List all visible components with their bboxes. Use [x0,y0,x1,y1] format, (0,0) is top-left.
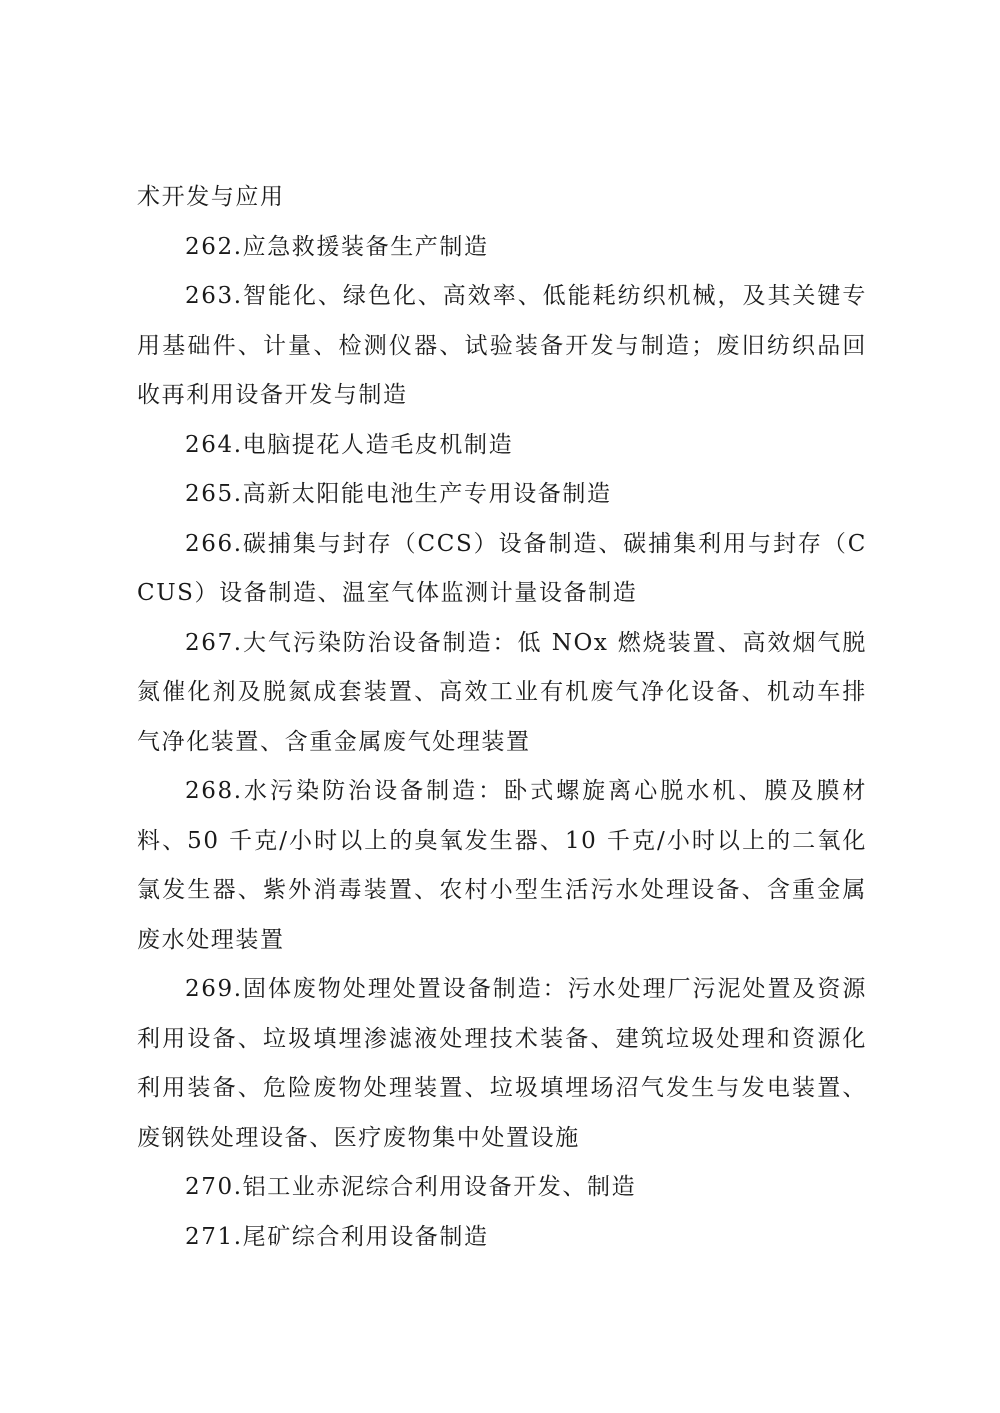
list-item-263: 263.智能化、绿色化、高效率、低能耗纺织机械，及其关键专用基础件、计量、检测仪器、试验装备开发与制造；废旧纺织品回收再利用设备开发与制造 [137,283,867,408]
list-item-269: 269.固体废物处理处置设备制造：污水处理厂污泥处置及资源利用设备、垃圾填埋渗滤液处理技术装备、建筑垃圾处理和资源化利用装备、危险废物处理装置、垃圾填埋场沼气发生与发电装置、废钢铁处理设备、医疗废物集中处置设施 [137,976,867,1151]
list-item-267: 267.大气污染防治设备制造：低 NOx 燃烧装置、高效烟气脱氮催化剂及脱氮成套装置、高效工业有机废气净化设备、机动车排气净化装置、含重金属废气处理装置 [137,629,867,755]
list-item-264: 264.电脑提花人造毛皮机制造 [185,431,514,458]
list-item-270: 270.铝工业赤泥综合利用设备开发、制造 [185,1174,637,1200]
document-body [137,173,867,1262]
list-item-271: 271.尾矿综合利用设备制造 [185,1223,489,1250]
list-item-265: 265.高新太阳能电池生产专用设备制造 [185,481,612,507]
list-item-268: 268.水污染防治设备制造：卧式螺旋离心脱水机、膜及膜材料、50 千克/小时以上的臭氧发生器、10 千克/小时以上的二氧化氯发生器、紫外消毒装置、农村小型生活污水处理设备、含重金属废水处理装置 [137,778,867,953]
list-item-262: 262.应急救援装备生产制造 [185,233,489,260]
list-item-266: 266.碳捕集与封存（CCS）设备制造、碳捕集利用与封存（CCUS）设备制造、温室气体监测计量设备制造 [137,530,867,606]
paragraph-continuation: 术开发与应用 [137,184,285,210]
